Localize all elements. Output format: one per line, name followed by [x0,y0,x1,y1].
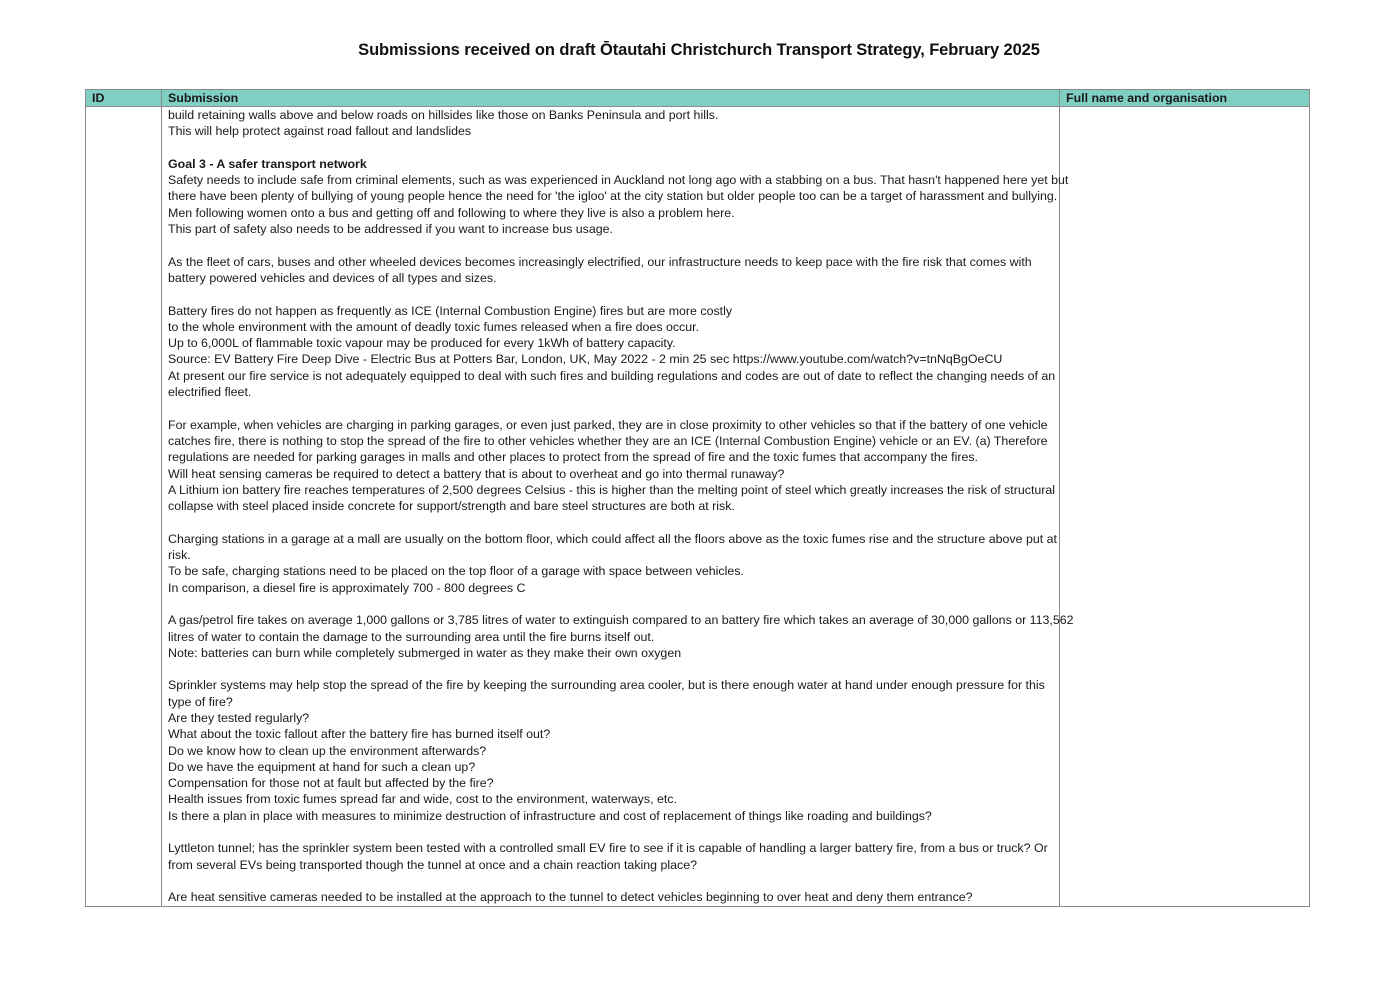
submission-line: to the whole environment with the amount of deadly toxic fumes released when a fire does occur. [168,319,700,334]
submission-line: Do we know how to clean up the environment afterwards? [168,743,487,758]
submission-line: Safety needs to include safe from criminal elements, such as was experienced in Auckland not long ago with a stabbing on a bus. That hasn't happened here yet but [168,173,1069,188]
blank-line [168,661,1053,677]
submission-line: Health issues from toxic fumes spread far and wide, cost to the environment, waterways, etc. [168,792,677,807]
name-cell [1060,107,1310,907]
submission-line: What about the toxic fallout after the battery fire has burned itself out? [168,727,551,742]
submission-cell [162,107,1074,907]
submission-line: battery powered vehicles and devices of all types and sizes. [168,270,497,285]
submission-line: This will help protect against road fallout and landslides [168,124,472,139]
submission-line: Do we have the equipment at hand for such a clean up? [168,759,476,774]
blank-line [168,596,1053,612]
submission-line: Compensation for those not at fault but affected by the fire? [168,776,494,791]
submission-line: Will heat sensing cameras be required to detect a battery that is about to overheat and go into thermal runaway? [168,466,785,481]
submission-line: Sprinkler systems may help stop the spread of the fire by keeping the surrounding area cooler, but is there enough water at hand under enough pressure for this [168,678,1045,693]
submission-line: As the fleet of cars, buses and other wheeled devices becomes increasingly electrified, our infrastructure needs to keep pace with the fire risk that comes with [168,254,1032,269]
submission-line: electrified fleet. [168,385,252,400]
submission-line: Battery fires do not happen as frequently as ICE (Internal Combustion Engine) fires but are more costly [168,303,733,318]
submission-line: Note: batteries can burn while completely submerged in water as they make their own oxygen [168,645,682,660]
submission-line: To be safe, charging stations need to be placed on the top floor of a garage with space between vehicles. [168,564,744,579]
header-full-name-organisation: Full name and organisation [1060,90,1310,107]
submission-line: litres of water to contain the damage to the surrounding area until the fire burns itself out. [168,629,655,644]
submission-line: Are heat sensitive cameras needed to be installed at the approach to the tunnel to detect vehicles beginning to over heat and deny them entrance? [168,890,973,905]
submission-line: catches fire, there is nothing to stop the spread of the fire to other vehicles whether they are an ICE (Internal Combustion Engine) vehicle or an EV. (a) Therefore [168,433,1048,448]
header-submission: Submission [162,90,1060,107]
submission-line: In comparison, a diesel fire is approximately 700 - 800 degrees C [168,580,526,595]
submission-text [168,107,1074,906]
submission-line: risk. [168,548,191,563]
submission-line: Charging stations in a garage at a mall are usually on the bottom floor, which could affect all the floors above as the toxic fumes rise and the structure above put at [168,531,1057,546]
page-title: Submissions received on draft Ōtautahi Christchurch Transport Strategy, February 2025 [358,41,1040,59]
blank-line [168,873,1053,889]
blank-line [168,140,1053,156]
submission-line: A Lithium ion battery fire reaches temperatures of 2,500 degrees Celsius - this is higher than the melting point of steel which greatly increases the risk of structural [168,482,1056,497]
submission-line: Source: EV Battery Fire Deep Dive - Electric Bus at Potters Bar, London, UK, May 2022 - 2 min 25 sec https://www.youtube.com/watch?v=tnNqBgOeCU [168,352,1003,367]
submission-line: Men following women onto a bus and getting off and following to where they live is also a problem here. [168,205,735,220]
submission-line: Are they tested regularly? [168,710,310,725]
submission-line: A gas/petrol fire takes on average 1,000 gallons or 3,785 litres of water to extinguish compared to an battery fire which takes an average of 30,000 gallons or 113,562 [168,613,1074,628]
submission-line: This part of safety also needs to be addressed if you want to increase bus usage. [168,222,613,237]
blank-line [168,824,1053,840]
section-heading: Goal 3 - A safer transport network [168,156,367,171]
submission-line: Is there a plan in place with measures to minimize destruction of infrastructure and cost of replacement of things like roading and buildings? [168,808,932,823]
id-cell [86,107,162,907]
submission-line: from several EVs being transported though the tunnel at once and a chain reaction taking place? [168,857,698,872]
submission-line: there have been plenty of bullying of young people hence the need for 'the igloo' at the city station but older people too can be a target of harassment and bullying. [168,189,1058,204]
blank-line [168,514,1053,530]
submission-line: build retaining walls above and below roads on hillsides like those on Banks Peninsula and port hills. [168,108,719,122]
blank-line [168,237,1053,253]
submission-line: type of fire? [168,694,233,709]
submission-line: Up to 6,000L of flammable toxic vapour may be produced for every 1kWh of battery capacity. [168,336,676,351]
table-header-row [86,90,1310,107]
submission-line: Lyttleton tunnel; has the sprinkler system been tested with a controlled small EV fire to see if it is capable of handling a larger battery fire, from a bus or truck? Or [168,841,1048,856]
submission-line: regulations are needed for parking garages in malls and other places to protect from the spread of fire and the toxic fumes that accompany the fires. [168,450,978,465]
blank-line [168,286,1053,302]
submission-line: For example, when vehicles are charging in parking garages, or even just parked, they are in close proximity to other vehicles so that if the battery of one vehicle [168,417,1048,432]
blank-line [168,400,1053,416]
header-id: ID [86,90,162,107]
submission-line: collapse with steel placed inside concrete for support/strength and bare steel structures are both at risk. [168,499,735,514]
submission-line: At present our fire service is not adequately equipped to deal with such fires and building regulations and codes are out of date to reflect the changing needs of an [168,368,1056,383]
table-row [86,107,1310,907]
submissions-table [85,89,1310,907]
